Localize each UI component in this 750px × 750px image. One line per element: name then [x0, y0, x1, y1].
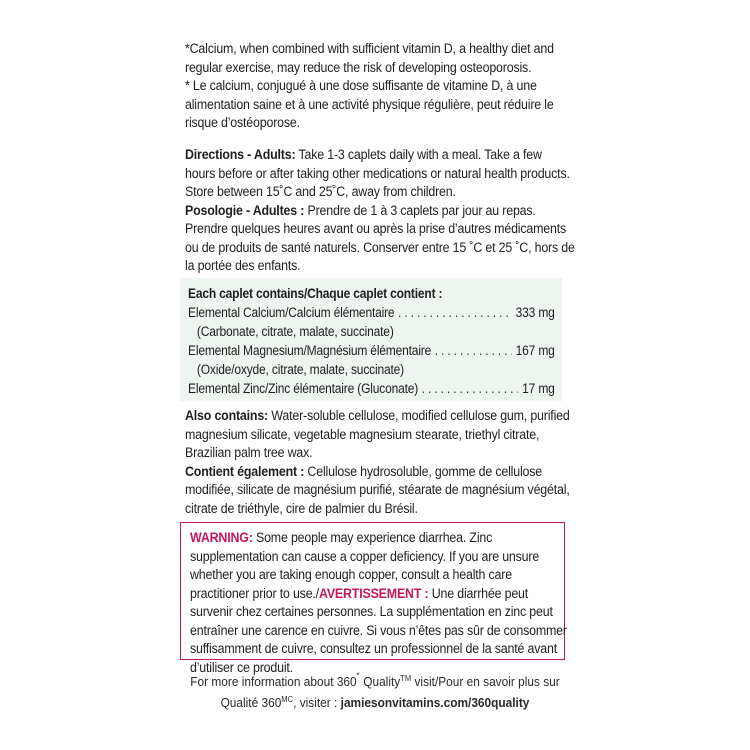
claim-english: *Calcium, when combined with sufficient vitamin D, a healthy diet and regular exercise, may reduce the risk of developing osteoporosis. — [185, 41, 554, 75]
leader-dots — [435, 341, 512, 360]
footer-text: Quality — [359, 675, 401, 690]
footer-line-1 — [171, 670, 580, 691]
claim-french: * Le calcium, conjugué à une dose suffisante de vitamine D, à une alimentation saine et à une activité physique régulière, peut réduire le risque d’ostéoporose. — [185, 78, 554, 130]
leader-dots — [422, 379, 519, 398]
footer-text: , visiter : — [293, 696, 341, 711]
warning-text-block — [190, 529, 569, 677]
also-contains-label: Also contains: — [185, 408, 269, 423]
also-contains-section — [185, 407, 575, 518]
also-contains-text: Water-soluble cellulose, modified cellulose gum, purified magnesium silicate, vegetable magnesium stearate, triethyl citrate, Brazilian palm tree wax. — [185, 408, 570, 460]
ingredient-name: Elemental Magnesium/Magnésium élémentaire — [188, 343, 432, 358]
trademark-mark: MC — [281, 695, 294, 705]
contents-header: Each caplet contains/Chaque caplet contient : — [188, 286, 443, 301]
posologie-french — [185, 202, 575, 276]
warning-french: Une diarrhée peut survenir chez certaines personnes. La supplémentation en zinc peut entraîner une carence en cuivre. Si vous n’êtes pas sûr de consommer suffisamment de cuivre, consultez un professionnel de la santé avant d’utiliser ce produit. — [190, 585, 567, 675]
ingredient-amount: 333 mg — [515, 305, 555, 320]
ingredient-row-calcium — [188, 303, 555, 322]
ingredient-amount: 17 mg — [522, 381, 555, 396]
directions-english — [185, 146, 575, 202]
footer-line-2 — [171, 691, 580, 712]
footer-info — [160, 670, 590, 712]
directions-section — [185, 146, 575, 276]
ingredient-sources: (Carbonate, citrate, malate, succinate) — [196, 324, 394, 339]
directions-text: Take 1-3 caplets daily with a meal. Take a few hours before or after taking other medications or natural health products. Store between 15˚C and 25˚C, away from children. — [185, 147, 570, 199]
warning-label: WARNING: — [190, 530, 253, 545]
ingredient-name: Elemental Zinc/Zinc élémentaire (Gluconate) — [188, 381, 419, 396]
degree-mark: ˚ — [356, 673, 360, 684]
ingredient-row-zinc — [188, 379, 555, 398]
directions-label: Directions - Adults: — [185, 147, 296, 162]
caplet-contents-table — [180, 278, 562, 401]
footer-text: visit/Pour en savoir plus sur — [411, 675, 560, 690]
warning-english: Some people may experience diarrhea. Zinc supplementation can cause a copper deficiency. If you are unsure whether you are taking enough copper, consult a health care practitioner prior to use./ — [190, 530, 540, 601]
ingredient-row-magnesium — [188, 341, 555, 360]
posologie-label: Posologie - Adultes : — [185, 202, 305, 218]
leader-dots — [398, 303, 512, 322]
footer-text: Qualité 360 — [220, 696, 282, 711]
contient-label: Contient également : — [185, 463, 305, 479]
ingredient-amount: 167 mg — [515, 343, 555, 358]
trademark-mark: TM — [400, 674, 412, 683]
website-link[interactable]: jamiesonvitamins.com/360quality — [340, 696, 530, 711]
contient-text: Cellulose hydrosoluble, gomme de cellulose modifiée, silicate de magnésium purifié, stéarate de magnésium végétal, citrate de triéthyle, cire de palmier du Brésil. — [185, 463, 570, 516]
contient-french — [185, 463, 575, 519]
warning-box — [180, 522, 567, 675]
ingredient-sources: (Oxide/oxyde, citrate, malate, succinate) — [196, 362, 404, 377]
posologie-text: Prendre de 1 à 3 caplets par jour au repas. Prendre quelques heures avant ou après la prise d’autres médicaments ou de produits de santé naturels. Conserver entre 15 ˚C et 25 ˚C, hors de la portée des enfants. — [185, 202, 575, 273]
claims-section — [185, 40, 575, 133]
avertissement-label: AVERTISSEMENT : — [318, 585, 429, 601]
ingredient-name: Elemental Calcium/Calcium élémentaire — [188, 305, 395, 320]
also-contains-english — [185, 407, 575, 463]
footer-text: For more information about 360 — [190, 675, 357, 690]
